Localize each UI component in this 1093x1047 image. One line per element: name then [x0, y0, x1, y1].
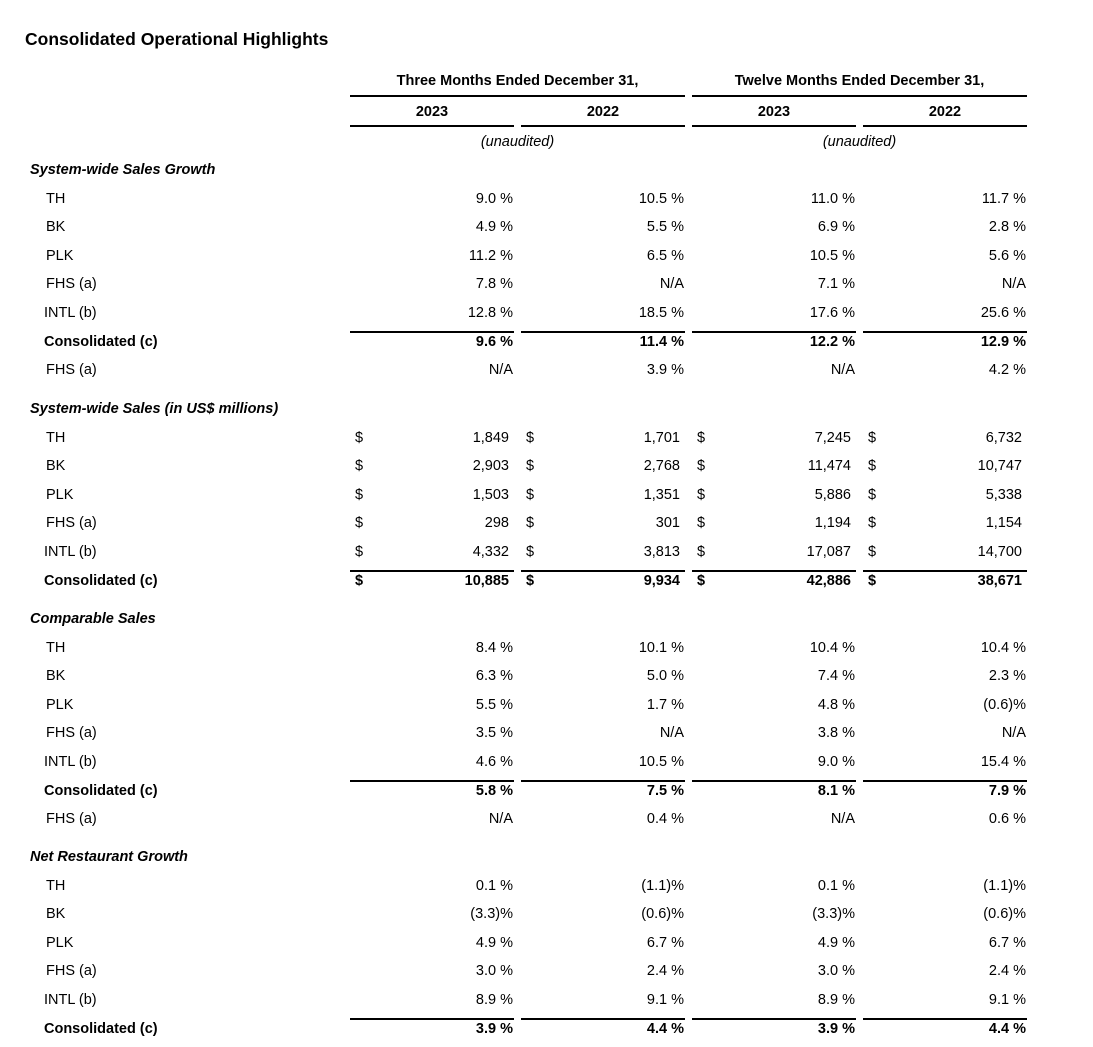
total-rule — [350, 331, 514, 333]
table-cell: N/A — [659, 276, 684, 293]
table-cell: 5.5 % — [475, 696, 513, 713]
table-cell: 11.2 % — [468, 247, 513, 264]
currency-symbol: $ — [868, 572, 877, 589]
table-cell: 3.5 % — [475, 725, 513, 742]
table-cell: N/A — [488, 362, 513, 379]
total-rule — [863, 331, 1027, 333]
currency-symbol: $ — [697, 544, 706, 560]
table-cell: (0.6)% — [641, 906, 684, 923]
table-cell: 1,503 — [472, 486, 509, 503]
table-cell: 2.3 % — [988, 668, 1026, 685]
row-label: PLK — [46, 486, 74, 503]
table-cell: (0.6)% — [983, 906, 1026, 923]
row-label: BK — [46, 906, 66, 923]
section-title: Comparable Sales — [30, 611, 156, 627]
table-cell: 3,813 — [643, 544, 680, 560]
table-cell: 4.4 % — [988, 1020, 1026, 1037]
table-cell: 4.2 % — [988, 362, 1026, 379]
currency-symbol: $ — [868, 486, 877, 503]
currency-symbol: $ — [526, 429, 535, 446]
row-label: TH — [46, 429, 66, 446]
currency-symbol: $ — [526, 515, 535, 532]
table-cell: 9,934 — [643, 572, 680, 589]
year-header: 2023 — [757, 104, 791, 120]
year-header-underline — [350, 125, 514, 127]
row-label: INTL (b) — [44, 992, 97, 1008]
currency-symbol: $ — [526, 572, 535, 589]
row-label: FHS (a) — [46, 276, 97, 293]
table-cell: 11.7 % — [981, 190, 1026, 207]
table-cell: N/A — [830, 811, 855, 828]
table-cell: 9.0 % — [475, 190, 513, 207]
table-cell: 4.8 % — [817, 696, 855, 713]
table-cell: 38,671 — [977, 572, 1022, 589]
table-cell: 3.8 % — [817, 725, 855, 742]
table-cell: 5.6 % — [988, 247, 1026, 264]
row-label: PLK — [46, 934, 74, 951]
currency-symbol: $ — [697, 458, 706, 475]
year-header: 2022 — [928, 104, 962, 120]
table-cell: 9.1 % — [646, 992, 684, 1008]
section-title: Net Restaurant Growth — [30, 849, 188, 865]
row-label: PLK — [46, 247, 74, 264]
table-cell: 7.5 % — [646, 782, 684, 799]
table-cell: 4.6 % — [475, 754, 513, 770]
currency-symbol: $ — [355, 458, 364, 475]
period-header-underline — [692, 95, 1027, 97]
page-title: Consolidated Operational Highlights — [25, 29, 329, 49]
table-cell: 10,885 — [464, 572, 509, 589]
table-cell: 10.1 % — [638, 639, 684, 656]
table-cell: 2.4 % — [646, 963, 684, 980]
currency-symbol: $ — [697, 572, 706, 589]
table-cell: N/A — [659, 725, 684, 742]
period-header-three-months: Three Months Ended December 31, — [396, 73, 639, 89]
table-cell: 8.9 % — [817, 992, 855, 1008]
table-cell: 3.0 % — [475, 963, 513, 980]
table-cell: 4.9 % — [475, 219, 513, 236]
table-cell: 11,474 — [807, 458, 851, 475]
table-cell: N/A — [830, 362, 855, 379]
table-cell: 5.0 % — [646, 668, 684, 685]
row-label: FHS (a) — [46, 362, 97, 379]
currency-symbol: $ — [526, 458, 535, 475]
row-label: FHS (a) — [46, 811, 97, 828]
table-cell: 7.1 % — [817, 276, 855, 293]
table-cell: 3.9 % — [475, 1020, 513, 1037]
table-cell: 6,732 — [985, 429, 1022, 446]
row-label: BK — [46, 458, 66, 475]
row-label: INTL (b) — [44, 305, 97, 321]
table-cell: 1.7 % — [646, 696, 684, 713]
currency-symbol: $ — [868, 429, 877, 446]
table-cell: 7.8 % — [475, 276, 513, 293]
row-label: TH — [46, 639, 66, 656]
currency-symbol: $ — [355, 572, 364, 589]
total-rule — [350, 780, 514, 782]
currency-symbol: $ — [697, 429, 706, 446]
table-cell: 298 — [484, 515, 509, 532]
table-cell: 1,194 — [814, 515, 851, 532]
total-rule — [692, 331, 856, 333]
total-rule — [692, 780, 856, 782]
total-rule — [863, 780, 1027, 782]
table-cell: 14,700 — [977, 544, 1022, 560]
table-cell: 2.4 % — [988, 963, 1026, 980]
table-cell: (3.3)% — [470, 906, 513, 923]
total-rule — [692, 570, 856, 572]
table-cell: 10.4 % — [980, 639, 1026, 656]
table-cell: 6.5 % — [646, 247, 684, 264]
table-cell: 1,849 — [472, 429, 509, 446]
table-cell: 0.1 % — [817, 877, 855, 894]
total-rule — [863, 1018, 1027, 1020]
table-cell: 0.6 % — [988, 811, 1026, 828]
table-cell: 9.6 % — [475, 333, 513, 350]
row-label: FHS (a) — [46, 725, 97, 742]
table-cell: 3.0 % — [817, 963, 855, 980]
currency-symbol: $ — [355, 429, 364, 446]
row-label: TH — [46, 877, 66, 894]
row-label: INTL (b) — [44, 544, 97, 560]
table-cell: 7.9 % — [988, 782, 1026, 799]
table-cell: 4.4 % — [646, 1020, 684, 1037]
section-title: System-wide Sales (in US$ millions) — [30, 401, 279, 417]
table-cell: 5.5 % — [646, 219, 684, 236]
table-cell: 2,768 — [643, 458, 680, 475]
table-cell: 4.9 % — [817, 934, 855, 951]
currency-symbol: $ — [697, 486, 706, 503]
table-cell: N/A — [1001, 725, 1026, 742]
table-cell: 8.4 % — [475, 639, 513, 656]
currency-symbol: $ — [526, 544, 535, 560]
table-cell: 4,332 — [472, 544, 509, 560]
table-cell: 7,245 — [814, 429, 851, 446]
table-cell: 2,903 — [472, 458, 509, 475]
table-cell: 42,886 — [806, 572, 851, 589]
table-cell: 5,886 — [814, 486, 851, 503]
unaudited-label: (unaudited) — [480, 134, 555, 150]
total-rule — [521, 331, 685, 333]
table-cell: 7.4 % — [817, 668, 855, 685]
currency-symbol: $ — [355, 515, 364, 532]
table-cell: (0.6)% — [983, 696, 1026, 713]
table-cell: 5.8 % — [475, 782, 513, 799]
table-cell: N/A — [1001, 276, 1026, 293]
row-label: FHS (a) — [46, 515, 97, 532]
table-cell: 3.9 % — [817, 1020, 855, 1037]
table-cell: 1,701 — [643, 429, 680, 446]
table-cell: N/A — [488, 811, 513, 828]
table-cell: 4.9 % — [475, 934, 513, 951]
table-cell: 6.7 % — [988, 934, 1026, 951]
row-label: Consolidated (c) — [44, 333, 158, 350]
currency-symbol: $ — [868, 515, 877, 532]
total-rule — [350, 570, 514, 572]
row-label: PLK — [46, 696, 74, 713]
row-label: BK — [46, 668, 66, 685]
table-cell: 0.1 % — [475, 877, 513, 894]
table-cell: 25.6 % — [980, 305, 1026, 321]
table-cell: 301 — [655, 515, 680, 532]
row-label: Consolidated (c) — [44, 1020, 158, 1037]
currency-symbol: $ — [697, 515, 706, 532]
table-cell: 18.5 % — [638, 305, 684, 321]
currency-symbol: $ — [355, 486, 364, 503]
table-cell: 17,087 — [806, 544, 851, 560]
year-header: 2022 — [586, 104, 620, 120]
table-cell: 6.3 % — [475, 668, 513, 685]
currency-symbol: $ — [526, 486, 535, 503]
row-label: Consolidated (c) — [44, 572, 158, 589]
table-cell: 12.9 % — [980, 333, 1026, 350]
total-rule — [521, 570, 685, 572]
table-cell: (1.1)% — [641, 877, 684, 894]
table-cell: 11.4 % — [639, 333, 684, 350]
table-cell: 15.4 % — [980, 754, 1026, 770]
table-cell: 12.2 % — [809, 333, 855, 350]
year-header-underline — [863, 125, 1027, 127]
table-cell: 10,747 — [977, 458, 1022, 475]
year-header: 2023 — [415, 104, 449, 120]
table-cell: 6.9 % — [817, 219, 855, 236]
table-cell: 10.5 % — [809, 247, 855, 264]
row-label: INTL (b) — [44, 754, 97, 770]
table-cell: 6.7 % — [646, 934, 684, 951]
period-header-twelve-months: Twelve Months Ended December 31, — [734, 73, 985, 89]
row-label: FHS (a) — [46, 963, 97, 980]
table-cell: (1.1)% — [983, 877, 1026, 894]
table-cell: 0.4 % — [646, 811, 684, 828]
section-title: System-wide Sales Growth — [30, 162, 216, 178]
table-cell: 5,338 — [985, 486, 1022, 503]
table-cell: 9.1 % — [988, 992, 1026, 1008]
total-rule — [863, 570, 1027, 572]
total-rule — [350, 1018, 514, 1020]
year-header-underline — [521, 125, 685, 127]
currency-symbol: $ — [868, 458, 877, 475]
row-label: Consolidated (c) — [44, 782, 158, 799]
table-cell: 10.5 % — [638, 754, 684, 770]
total-rule — [521, 1018, 685, 1020]
total-rule — [692, 1018, 856, 1020]
table-cell: 10.4 % — [809, 639, 855, 656]
unaudited-label: (unaudited) — [822, 134, 897, 150]
table-cell: 1,154 — [985, 515, 1022, 532]
table-cell: (3.3)% — [812, 906, 855, 923]
table-cell: 8.1 % — [817, 782, 855, 799]
currency-symbol: $ — [355, 544, 364, 560]
year-header-underline — [692, 125, 856, 127]
row-label: BK — [46, 219, 66, 236]
total-rule — [521, 780, 685, 782]
table-cell: 17.6 % — [809, 305, 855, 321]
period-header-underline — [350, 95, 685, 97]
table-cell: 3.9 % — [646, 362, 684, 379]
table-cell: 11.0 % — [810, 190, 855, 207]
table-cell: 9.0 % — [817, 754, 855, 770]
table-cell: 10.5 % — [638, 190, 684, 207]
table-cell: 2.8 % — [988, 219, 1026, 236]
table-cell: 8.9 % — [475, 992, 513, 1008]
table-cell: 1,351 — [643, 486, 680, 503]
table-cell: 12.8 % — [467, 305, 513, 321]
row-label: TH — [46, 190, 66, 207]
currency-symbol: $ — [868, 544, 877, 560]
